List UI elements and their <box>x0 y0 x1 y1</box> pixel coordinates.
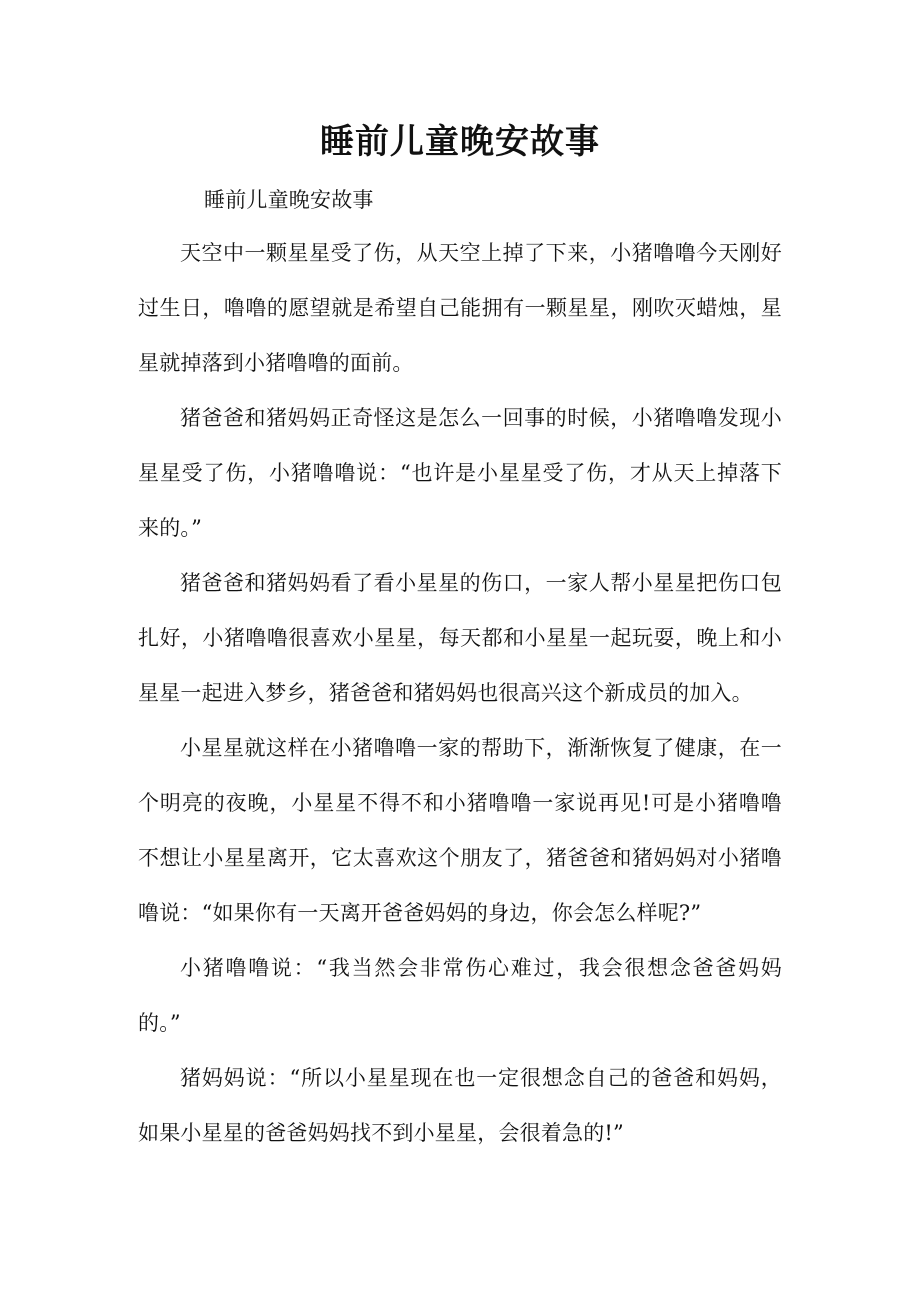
document-body <box>138 174 782 1161</box>
paragraph-5: 小猪噜噜说：“我当然会非常伤心难过，我会很想念爸爸妈妈的。” <box>138 956 782 1035</box>
paragraph-4: 小星星就这样在小猪噜噜一家的帮助下，渐渐恢复了健康，在一个明亮的夜晚，小星星不得不和小猪噜噜一家说再见!可是小猪噜噜不想让小星星离开，它太喜欢这个朋友了，猪爸爸和猪妈妈对小猪噜噜说：“如果你有一天离开爸爸妈妈的身边，你会怎么样呢?” <box>138 736 782 925</box>
document-subtitle: 睡前儿童晚安故事 <box>204 188 374 212</box>
paragraph-3: 猪爸爸和猪妈妈看了看小星星的伤口，一家人帮小星星把伤口包扎好，小猪噜噜很喜欢小星星，每天都和小星星一起玩耍，晚上和小星星一起进入梦乡，猪爸爸和猪妈妈也很高兴这个新成员的加入。 <box>138 571 782 705</box>
document-title: 睡前儿童晚安故事 <box>320 122 600 162</box>
paragraph-1: 天空中一颗星星受了伤，从天空上掉了下来，小猪噜噜今天刚好过生日，噜噜的愿望就是希望自己能拥有一颗星星，刚吹灭蜡烛，星星就掉落到小猪噜噜的面前。 <box>138 241 782 375</box>
paragraph-2: 猪爸爸和猪妈妈正奇怪这是怎么一回事的时候，小猪噜噜发现小星星受了伤，小猪噜噜说：“也许是小星星受了伤，才从天上掉落下来的。” <box>138 406 782 540</box>
paragraph-6: 猪妈妈说：“所以小星星现在也一定很想念自己的爸爸和妈妈，如果小星星的爸爸妈妈找不到小星星，会很着急的!” <box>138 1066 782 1145</box>
